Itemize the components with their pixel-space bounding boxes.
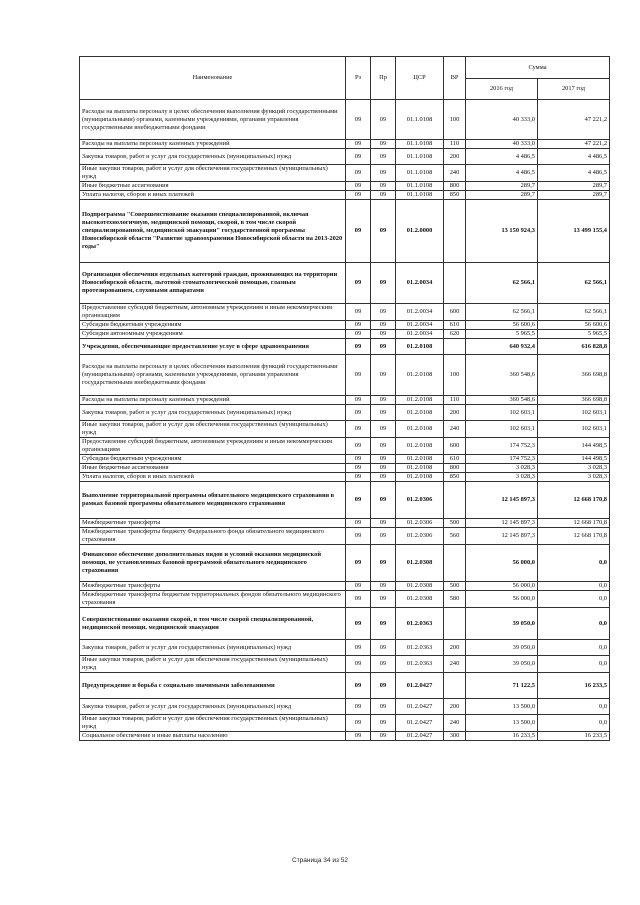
cell-y1: 5 965,5 [466, 330, 538, 339]
table-row [80, 673, 610, 699]
cell-name: Иные закупки товаров, работ и услуг для обеспечения государственных (муниципальных) нужд [80, 656, 346, 673]
table-row [80, 421, 610, 438]
cell-name: Расходы на выплаты персоналу в целях обеспечения выполнения функций государственными (муниципальными) органами, казенными учреждениями, органами управления государственными внебюджетными фондами [80, 355, 346, 396]
cell-csr: 01.2.0308 [396, 582, 444, 591]
cell-y1: 16 233,5 [466, 732, 538, 741]
cell-name: Закупка товаров, работ и услуг для государственных (муниципальных) нужд [80, 405, 346, 421]
cell-y2: 0,0 [538, 591, 610, 608]
cell-name: Иные закупки товаров, работ и услуг для обеспечения государственных (муниципальных) нужд [80, 165, 346, 182]
cell-name: Предоставление субсидий бюджетным, автономным учреждениям и иным некоммерческим организациям [80, 438, 346, 455]
cell-pr: 09 [371, 715, 396, 732]
cell-name: Закупка товаров, работ и услуг для государственных (муниципальных) нужд [80, 149, 346, 165]
cell-vr: 600 [444, 438, 466, 455]
header-year-2016: 2016 год [466, 79, 538, 100]
cell-y2: 0,0 [538, 545, 610, 582]
cell-pr: 09 [371, 438, 396, 455]
cell-y2: 16 233,5 [538, 673, 610, 699]
cell-pr: 09 [371, 582, 396, 591]
cell-y2: 62 566,1 [538, 263, 610, 304]
cell-y2: 0,0 [538, 715, 610, 732]
cell-rz: 09 [346, 438, 371, 455]
table-row [80, 519, 610, 528]
cell-y2: 4 486,5 [538, 165, 610, 182]
table-row [80, 191, 610, 200]
table-row [80, 715, 610, 732]
cell-vr [444, 673, 466, 699]
cell-pr: 09 [371, 473, 396, 482]
cell-pr: 09 [371, 149, 396, 165]
cell-pr: 09 [371, 464, 396, 473]
cell-name: Расходы на выплаты персоналу в целях обеспечения выполнения функций государственными (муниципальными) органами, казенными учреждениями, органами управления государственными внебюджетными фондами [80, 100, 346, 140]
cell-name: Субсидии бюджетным учреждениям [80, 455, 346, 464]
cell-y2: 289,7 [538, 182, 610, 191]
cell-rz: 09 [346, 304, 371, 321]
cell-rz: 09 [346, 608, 371, 640]
cell-name: Предоставление субсидий бюджетным, автономным учреждениям и иным некоммерческим организациям [80, 304, 346, 321]
cell-vr: 240 [444, 656, 466, 673]
cell-name: Уплата налогов, сборов и иных платежей [80, 473, 346, 482]
cell-csr: 01.2.0108 [396, 464, 444, 473]
cell-vr [444, 339, 466, 355]
page-number: Страница 34 из 52 [292, 857, 348, 864]
cell-y1: 56 000,0 [466, 591, 538, 608]
cell-pr: 09 [371, 519, 396, 528]
cell-y2: 616 828,8 [538, 339, 610, 355]
cell-rz: 09 [346, 715, 371, 732]
cell-csr: 01.2.0034 [396, 330, 444, 339]
cell-y2: 3 028,3 [538, 464, 610, 473]
cell-rz: 09 [346, 656, 371, 673]
cell-rz: 09 [346, 673, 371, 699]
cell-vr: 240 [444, 715, 466, 732]
cell-csr: 01.2.0034 [396, 304, 444, 321]
cell-pr: 09 [371, 608, 396, 640]
cell-name: Иные закупки товаров, работ и услуг для обеспечения государственных (муниципальных) нужд [80, 421, 346, 438]
cell-csr: 01.2.0108 [396, 455, 444, 464]
cell-csr: 01.1.0108 [396, 140, 444, 149]
cell-y2: 289,7 [538, 191, 610, 200]
cell-csr: 01.1.0108 [396, 191, 444, 200]
header-vr: ВР [444, 57, 466, 100]
cell-rz: 09 [346, 640, 371, 656]
cell-rz: 09 [346, 591, 371, 608]
cell-rz: 09 [346, 321, 371, 330]
cell-rz: 09 [346, 732, 371, 741]
cell-rz: 09 [346, 519, 371, 528]
cell-y1: 640 932,4 [466, 339, 538, 355]
cell-name: Иные бюджетные ассигнования [80, 464, 346, 473]
cell-pr: 09 [371, 396, 396, 405]
cell-name: Выполнение территориальной программы обязательного медицинского страхования в рамках базовой программы обязательного медицинского страхования [80, 482, 346, 519]
cell-vr [444, 482, 466, 519]
cell-vr: 800 [444, 182, 466, 191]
table-row [80, 200, 610, 263]
cell-y2: 5 965,5 [538, 330, 610, 339]
cell-rz: 09 [346, 464, 371, 473]
cell-y2: 102 603,1 [538, 405, 610, 421]
cell-y1: 3 028,3 [466, 473, 538, 482]
cell-rz: 09 [346, 421, 371, 438]
cell-rz: 09 [346, 455, 371, 464]
cell-name: Межбюджетные трансферты [80, 582, 346, 591]
table-row [80, 149, 610, 165]
cell-pr: 09 [371, 182, 396, 191]
table-row [80, 396, 610, 405]
cell-name: Иные закупки товаров, работ и услуг для обеспечения государственных (муниципальных) нужд [80, 715, 346, 732]
cell-y1: 62 566,1 [466, 263, 538, 304]
cell-rz: 09 [346, 149, 371, 165]
cell-csr: 01.2.0000 [396, 200, 444, 263]
table-row [80, 732, 610, 741]
cell-rz: 09 [346, 140, 371, 149]
cell-vr: 200 [444, 405, 466, 421]
cell-y2: 102 603,1 [538, 421, 610, 438]
cell-name: Межбюджетные трансферты [80, 519, 346, 528]
cell-rz: 09 [346, 482, 371, 519]
cell-pr: 09 [371, 656, 396, 673]
cell-y1: 13 150 924,3 [466, 200, 538, 263]
cell-vr: 600 [444, 304, 466, 321]
cell-y2: 47 221,2 [538, 100, 610, 140]
cell-pr: 09 [371, 699, 396, 715]
cell-name: Закупка товаров, работ и услуг для государственных (муниципальных) нужд [80, 640, 346, 656]
cell-rz: 09 [346, 528, 371, 545]
cell-name: Совершенствование оказания скорой, в том числе скорой специализированной, медицинской помощи, медицинской эвакуации [80, 608, 346, 640]
header-pr: Пр [371, 57, 396, 100]
cell-y1: 174 752,3 [466, 455, 538, 464]
cell-y1: 102 603,1 [466, 405, 538, 421]
cell-pr: 09 [371, 321, 396, 330]
cell-y1: 71 122,5 [466, 673, 538, 699]
cell-csr: 01.2.0363 [396, 656, 444, 673]
cell-csr: 01.2.0108 [396, 396, 444, 405]
cell-y1: 12 145 897,3 [466, 528, 538, 545]
cell-csr: 01.2.0108 [396, 421, 444, 438]
table-row [80, 699, 610, 715]
cell-csr: 01.2.0108 [396, 438, 444, 455]
cell-pr: 09 [371, 455, 396, 464]
cell-vr: 580 [444, 591, 466, 608]
table-row [80, 455, 610, 464]
table-body [80, 100, 610, 741]
cell-y1: 360 548,6 [466, 355, 538, 396]
cell-rz: 09 [346, 263, 371, 304]
cell-y1: 360 548,6 [466, 396, 538, 405]
cell-y1: 39 050,0 [466, 640, 538, 656]
cell-vr: 100 [444, 355, 466, 396]
cell-vr [444, 200, 466, 263]
cell-vr: 610 [444, 321, 466, 330]
cell-vr: 100 [444, 100, 466, 140]
cell-pr: 09 [371, 482, 396, 519]
cell-csr: 01.2.0427 [396, 715, 444, 732]
cell-vr: 200 [444, 149, 466, 165]
cell-pr: 09 [371, 165, 396, 182]
table-header [80, 57, 610, 100]
table-row [80, 355, 610, 396]
cell-csr: 01.2.0034 [396, 263, 444, 304]
cell-csr: 01.2.0108 [396, 339, 444, 355]
table-row [80, 321, 610, 330]
cell-rz: 09 [346, 545, 371, 582]
table-row [80, 591, 610, 608]
table-row [80, 640, 610, 656]
table-row [80, 405, 610, 421]
cell-pr: 09 [371, 191, 396, 200]
cell-pr: 09 [371, 545, 396, 582]
cell-pr: 09 [371, 673, 396, 699]
table-row [80, 482, 610, 519]
cell-y1: 39 050,0 [466, 656, 538, 673]
cell-y2: 13 499 155,4 [538, 200, 610, 263]
cell-y2: 62 566,1 [538, 304, 610, 321]
cell-csr: 01.2.0363 [396, 608, 444, 640]
cell-vr: 110 [444, 140, 466, 149]
cell-y1: 4 486,5 [466, 165, 538, 182]
cell-rz: 09 [346, 355, 371, 396]
table-row [80, 263, 610, 304]
cell-vr [444, 545, 466, 582]
cell-y1: 174 752,3 [466, 438, 538, 455]
cell-name: Субсидии бюджетным учреждениям [80, 321, 346, 330]
cell-name: Субсидии автономным учреждениям [80, 330, 346, 339]
cell-pr: 09 [371, 355, 396, 396]
cell-vr: 240 [444, 165, 466, 182]
cell-pr: 09 [371, 330, 396, 339]
cell-rz: 09 [346, 405, 371, 421]
cell-rz: 09 [346, 165, 371, 182]
cell-vr: 610 [444, 455, 466, 464]
cell-y1: 13 500,0 [466, 715, 538, 732]
cell-vr: 800 [444, 464, 466, 473]
cell-pr: 09 [371, 405, 396, 421]
cell-y2: 12 668 170,8 [538, 528, 610, 545]
header-name: Наименование [80, 57, 346, 100]
cell-csr: 01.2.0363 [396, 640, 444, 656]
cell-pr: 09 [371, 339, 396, 355]
cell-vr: 200 [444, 640, 466, 656]
cell-rz: 09 [346, 473, 371, 482]
cell-csr: 01.1.0108 [396, 165, 444, 182]
cell-csr: 01.1.0108 [396, 100, 444, 140]
cell-name: Предупреждение и борьба с социально значимыми заболеваниями [80, 673, 346, 699]
cell-vr: 850 [444, 191, 466, 200]
cell-vr: 620 [444, 330, 466, 339]
cell-y1: 289,7 [466, 182, 538, 191]
table-row [80, 582, 610, 591]
cell-csr: 01.2.0108 [396, 355, 444, 396]
cell-csr: 01.2.0306 [396, 528, 444, 545]
cell-pr: 09 [371, 528, 396, 545]
cell-y1: 62 566,1 [466, 304, 538, 321]
cell-csr: 01.2.0308 [396, 545, 444, 582]
table-row [80, 438, 610, 455]
cell-csr: 01.2.0034 [396, 321, 444, 330]
cell-y2: 3 028,3 [538, 473, 610, 482]
cell-pr: 09 [371, 591, 396, 608]
cell-y2: 4 486,5 [538, 149, 610, 165]
table-row [80, 608, 610, 640]
cell-y1: 56 600,6 [466, 321, 538, 330]
cell-y2: 144 498,5 [538, 455, 610, 464]
table-row [80, 339, 610, 355]
cell-pr: 09 [371, 140, 396, 149]
header-sum: Сумма [466, 57, 610, 79]
table-row [80, 182, 610, 191]
cell-name: Расходы на выплаты персоналу казенных учреждений [80, 140, 346, 149]
cell-y2: 56 600,6 [538, 321, 610, 330]
budget-sheet [79, 56, 609, 741]
cell-rz: 09 [346, 182, 371, 191]
cell-name: Социальное обеспечение и иные выплаты населению [80, 732, 346, 741]
table-row [80, 656, 610, 673]
cell-name: Финансовое обеспечение дополнительных видов и условий оказания медицинской помощи, не установленных базовой программой обязательного медицинского страхования [80, 545, 346, 582]
cell-y1: 40 333,0 [466, 140, 538, 149]
cell-name: Иные бюджетные ассигнования [80, 182, 346, 191]
cell-y1: 39 050,0 [466, 608, 538, 640]
cell-y1: 289,7 [466, 191, 538, 200]
cell-y1: 4 486,5 [466, 149, 538, 165]
cell-y2: 366 698,8 [538, 396, 610, 405]
cell-vr: 560 [444, 528, 466, 545]
cell-vr: 200 [444, 699, 466, 715]
cell-y1: 13 500,0 [466, 699, 538, 715]
cell-csr: 01.1.0108 [396, 182, 444, 191]
table-row [80, 100, 610, 140]
cell-y1: 56 000,0 [466, 545, 538, 582]
cell-rz: 09 [346, 339, 371, 355]
cell-pr: 09 [371, 304, 396, 321]
cell-y1: 102 603,1 [466, 421, 538, 438]
cell-y2: 0,0 [538, 640, 610, 656]
cell-y2: 144 498,5 [538, 438, 610, 455]
cell-rz: 09 [346, 699, 371, 715]
cell-pr: 09 [371, 200, 396, 263]
table-row [80, 330, 610, 339]
cell-pr: 09 [371, 263, 396, 304]
cell-y2: 0,0 [538, 699, 610, 715]
table-row [80, 165, 610, 182]
cell-name: Учреждения, обеспечивающие предоставление услуг в сфере здравоохранения [80, 339, 346, 355]
table-row [80, 473, 610, 482]
table-row [80, 464, 610, 473]
cell-csr: 01.2.0108 [396, 405, 444, 421]
cell-csr: 01.2.0427 [396, 699, 444, 715]
table-row [80, 528, 610, 545]
cell-y1: 12 145 897,3 [466, 482, 538, 519]
cell-name: Организация обеспечения отдельных категорий граждан, проживающих на территории Новосибирской области, льготной стоматологической помощью, глазным протезированием, слуховыми аппаратами [80, 263, 346, 304]
table-row [80, 545, 610, 582]
cell-rz: 09 [346, 191, 371, 200]
cell-y1: 12 145 897,3 [466, 519, 538, 528]
cell-y2: 366 698,8 [538, 355, 610, 396]
cell-vr: 850 [444, 473, 466, 482]
cell-y1: 3 028,3 [466, 464, 538, 473]
cell-vr: 300 [444, 732, 466, 741]
cell-y2: 12 668 170,8 [538, 482, 610, 519]
cell-name: Закупка товаров, работ и услуг для государственных (муниципальных) нужд [80, 699, 346, 715]
cell-csr: 01.2.0306 [396, 482, 444, 519]
cell-csr: 01.2.0427 [396, 732, 444, 741]
cell-y2: 47 221,2 [538, 140, 610, 149]
cell-csr: 01.2.0306 [396, 519, 444, 528]
cell-csr: 01.1.0108 [396, 149, 444, 165]
cell-rz: 09 [346, 582, 371, 591]
cell-rz: 09 [346, 396, 371, 405]
table-row [80, 304, 610, 321]
cell-name: Межбюджетные трансферты бюджетам территориальных фондов обязательного медицинского страхования [80, 591, 346, 608]
cell-vr [444, 608, 466, 640]
cell-vr [444, 263, 466, 304]
cell-rz: 09 [346, 330, 371, 339]
cell-name: Подпрограмма "Совершенствование оказания специализированной, включая высокотехнологичную, медицинской помощи, скорой, в том числе скорой специализированной, медицинской эвакуации" государственной программы Новосибирской области "Развитие здравоохранения Новосибирской области на 2013-2020 годы" [80, 200, 346, 263]
cell-csr: 01.2.0108 [396, 473, 444, 482]
cell-y2: 16 233,5 [538, 732, 610, 741]
header-csr: ЦСР [396, 57, 444, 100]
cell-name: Межбюджетные трансферты бюджету Федерального фонда обязательного медицинского страхования [80, 528, 346, 545]
cell-pr: 09 [371, 421, 396, 438]
cell-name: Расходы на выплаты персоналу казенных учреждений [80, 396, 346, 405]
cell-vr: 240 [444, 421, 466, 438]
cell-pr: 09 [371, 732, 396, 741]
cell-rz: 09 [346, 200, 371, 263]
cell-csr: 01.2.0308 [396, 591, 444, 608]
cell-name: Уплата налогов, сборов и иных платежей [80, 191, 346, 200]
budget-table [79, 56, 610, 741]
header-rz: Рз [346, 57, 371, 100]
cell-csr: 01.2.0427 [396, 673, 444, 699]
table-row [80, 140, 610, 149]
cell-pr: 09 [371, 640, 396, 656]
cell-y1: 40 333,0 [466, 100, 538, 140]
cell-vr: 500 [444, 519, 466, 528]
cell-y2: 0,0 [538, 608, 610, 640]
cell-pr: 09 [371, 100, 396, 140]
header-year-2017: 2017 год [538, 79, 610, 100]
cell-y1: 56 000,0 [466, 582, 538, 591]
cell-rz: 09 [346, 100, 371, 140]
cell-y2: 12 668 170,8 [538, 519, 610, 528]
cell-y2: 0,0 [538, 656, 610, 673]
cell-y2: 0,0 [538, 582, 610, 591]
cell-vr: 110 [444, 396, 466, 405]
cell-vr: 500 [444, 582, 466, 591]
